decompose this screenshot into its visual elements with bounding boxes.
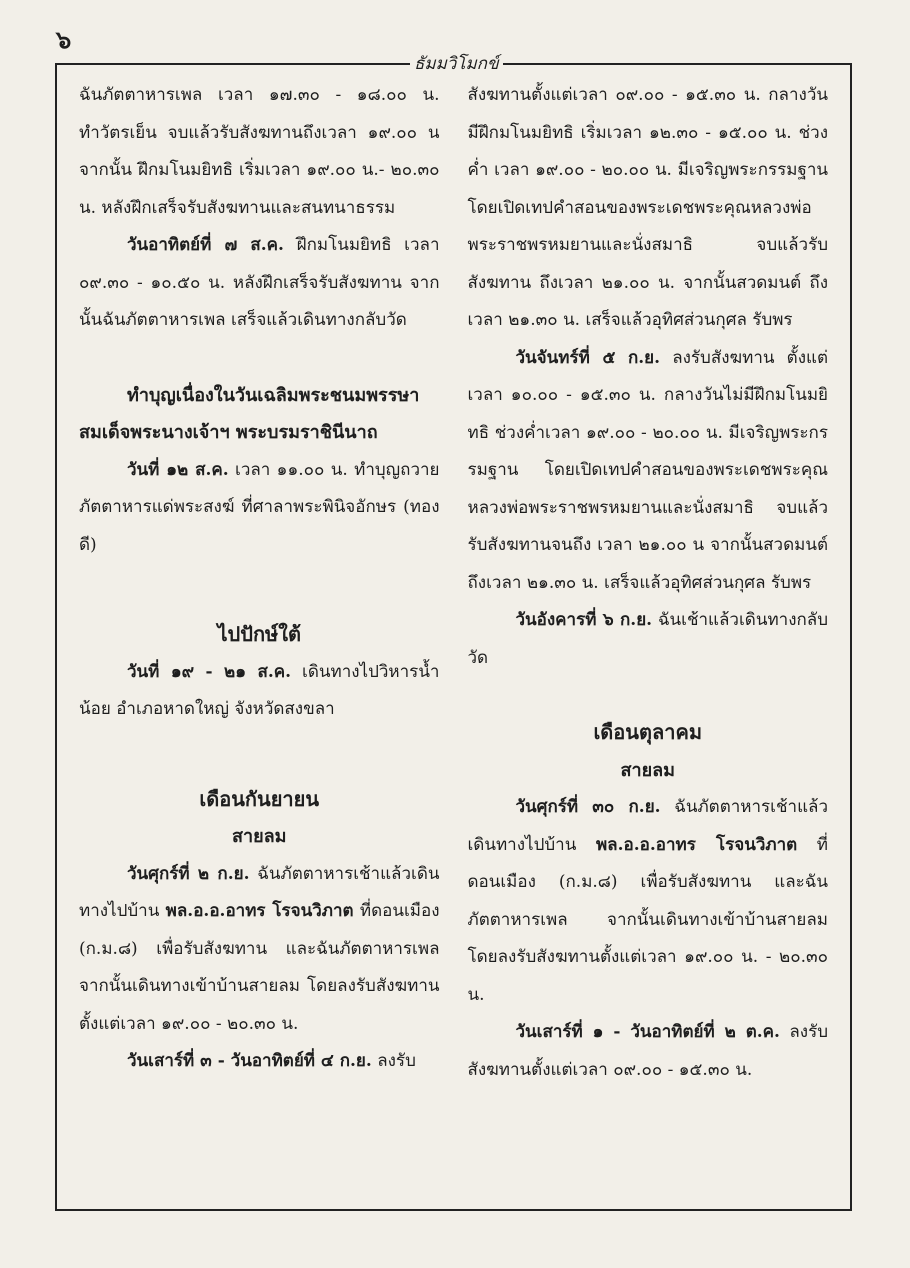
- date-label: วันศุกร์ที่ ๒ ก.ย.: [127, 863, 250, 884]
- date-label: วันที่ ๑๒ ส.ค.: [127, 459, 229, 480]
- paragraph: [468, 1014, 829, 1089]
- date-label: วันที่ ๑๙ - ๒๑ ส.ค.: [127, 661, 292, 682]
- date-label: วันจันทร์ที่ ๕ ก.ย.: [515, 347, 661, 368]
- paragraph: [79, 856, 440, 1044]
- page-number: ๖: [56, 26, 72, 54]
- paragraph-text: ฉันภัตตาหารเช้าแล้วเดินทางไปบ้าน: [467, 797, 828, 855]
- date-label: วันเสาร์ที่ ๓ - วันอาทิตย์ที่ ๔ ก.ย.: [127, 1051, 372, 1071]
- paragraph-text: ที่ดอนเมือง (ก.ม.๘) เพื่อรับสังฆทาน และฉันภัตตาหารเพล จากนั้นเดินทางเข้าบ้านสายลม โดยลงรับสังฆทานตั้งแต่เวลา ๑๙.๐๐ - ๒๐.๓๐ น.: [79, 901, 440, 1034]
- paragraph: [79, 654, 440, 729]
- person-name: พล.อ.อ.อาทร โรจนวิภาต: [165, 901, 354, 921]
- paragraph-text: ฉันเช้าแล้วเดินทางกลับวัด: [467, 610, 829, 668]
- paragraph-text: ที่ดอนเมือง (ก.ม.๘) เพื่อรับสังฆทาน และฉันภัตตาหารเพล จากนั้นเดินทางเข้าบ้านสายลม โดยลงรับสังฆทานตั้งแต่เวลา ๑๙.๐๐ น. - ๒๐.๓๐ น.: [467, 834, 828, 1005]
- paragraph: [79, 1043, 440, 1081]
- date-label: วันอังคารที่ ๖ ก.ย.: [515, 610, 653, 630]
- paragraph: [79, 452, 440, 565]
- running-header: ธัมมวิโมกข์: [410, 50, 503, 77]
- paragraph: [468, 602, 829, 677]
- subheading-sailom: สายลม: [620, 759, 676, 781]
- paragraph-text: ฝึกมโนมยิทธิ เวลา ๐๙.๓๐ - ๑๐.๕๐ น. หลังฝึกเสร็จรับสังฆทาน จากนั้นฉันภัตตาหารเพล เสร็จแล้วเดินทางกลับวัด: [79, 235, 440, 330]
- content-frame: [55, 63, 852, 1211]
- paragraph: [79, 227, 440, 340]
- celebration-title-1: ทำบุญเนื่องในวันเฉลิมพระชนมพรรษา: [127, 384, 420, 406]
- date-label: วันเสาร์ที่ ๑ - วันอาทิตย์ที่ ๒ ต.ค.: [515, 1022, 780, 1042]
- section-heading-september: เดือนกันยายน: [199, 786, 320, 811]
- paragraph-text: ลงรับสังฆทาน ตั้งแต่เวลา ๑๐.๐๐ - ๑๕.๓๐ น. กลางวันไม่มีฝึกมโนมยิทธิ ช่วงค่ำเวลา ๑๙.๐๐ - ๒๐.๐๐ น. มีเจริญพระกรรมฐาน โดยเปิดเทปคำสอนของพระเดชพระคุณหลวงพ่อพระราชพรหมยานและนั่งสมาธิ จบแล้วรับสังฆทานจนถึง เวลา ๒๑.๐๐ น จากนั้นสวดมนต์ถึงเวลา ๒๑.๓๐ น. เสร็จแล้วอุทิศส่วนกุศล รับพร: [467, 347, 828, 593]
- subheading-sailom: สายลม: [231, 826, 287, 847]
- left-column: [57, 65, 454, 1209]
- date-label: วันศุกร์ที่ ๓๐ ก.ย.: [515, 797, 661, 817]
- section-heading-south: ไปปักษ์ใต้: [217, 622, 301, 646]
- celebration-title-2: สมเด็จพระนางเจ้าฯ พระบรมราชินีนาถ: [79, 422, 378, 443]
- paragraph-text: เดินทางไปวิหารน้ำน้อย อำเภอหาดใหญ่ จังหวัดสงขลา: [79, 661, 440, 719]
- right-column: [454, 65, 851, 1209]
- paragraph-text: ฉันภัตตาหารเช้าแล้วเดินทางไปบ้าน: [79, 863, 440, 921]
- section-heading-october: เดือนตุลาคม: [593, 720, 703, 744]
- paragraph-text: เวลา ๑๑.๐๐ น. ทำบุญถวายภัตตาหารแด่พระสงฆ์ ที่ศาลาพระพินิจอักษร (ทองดี): [79, 459, 440, 555]
- paragraph-text: ลงรับ: [371, 1051, 416, 1071]
- paragraph: [468, 789, 829, 1014]
- paragraph: [468, 340, 829, 603]
- date-label: วันอาทิตย์ที่ ๗ ส.ค.: [127, 235, 284, 255]
- paragraph: ฉันภัตตาหารเพล เวลา ๑๗.๓๐ - ๑๘.๐๐ น. ทำวัตรเย็น จบแล้วรับสังฆทานถึงเวลา ๑๙.๐๐ น จากนั้น ฝึกมโนมยิทธิ เริ่มเวลา ๑๙.๐๐ น.- ๒๐.๓๐ น. หลังฝึกเสร็จรับสังฆทานและสนทนาธรรม: [79, 85, 440, 218]
- paragraph-text: ลงรับสังฆทานตั้งแต่เวลา ๐๙.๐๐ - ๑๕.๓๐ น.: [467, 1022, 829, 1080]
- person-name: พล.อ.อ.อาทร โรจนวิภาต: [595, 834, 798, 855]
- paragraph: สังฆทานตั้งแต่เวลา ๐๙.๐๐ - ๑๕.๓๐ น. กลางวันมีฝึกมโนมยิทธิ เริ่มเวลา ๑๒.๓๐ - ๑๕.๐๐ น. ช่วงค่ำ เวลา ๑๙.๐๐ - ๒๐.๐๐ น. มีเจริญพระกรรมฐาน โดยเปิดเทปคำสอนของพระเดชพระคุณหลวงพ่อพระราชพรหมยานและนั่งสมาธิ จบแล้วรับสังฆทาน ถึงเวลา ๒๑.๐๐ น. จากนั้นสวดมนต์ ถึงเวลา ๒๑.๓๐ น. เสร็จแล้วอุทิศส่วนกุศล รับพร: [467, 85, 828, 330]
